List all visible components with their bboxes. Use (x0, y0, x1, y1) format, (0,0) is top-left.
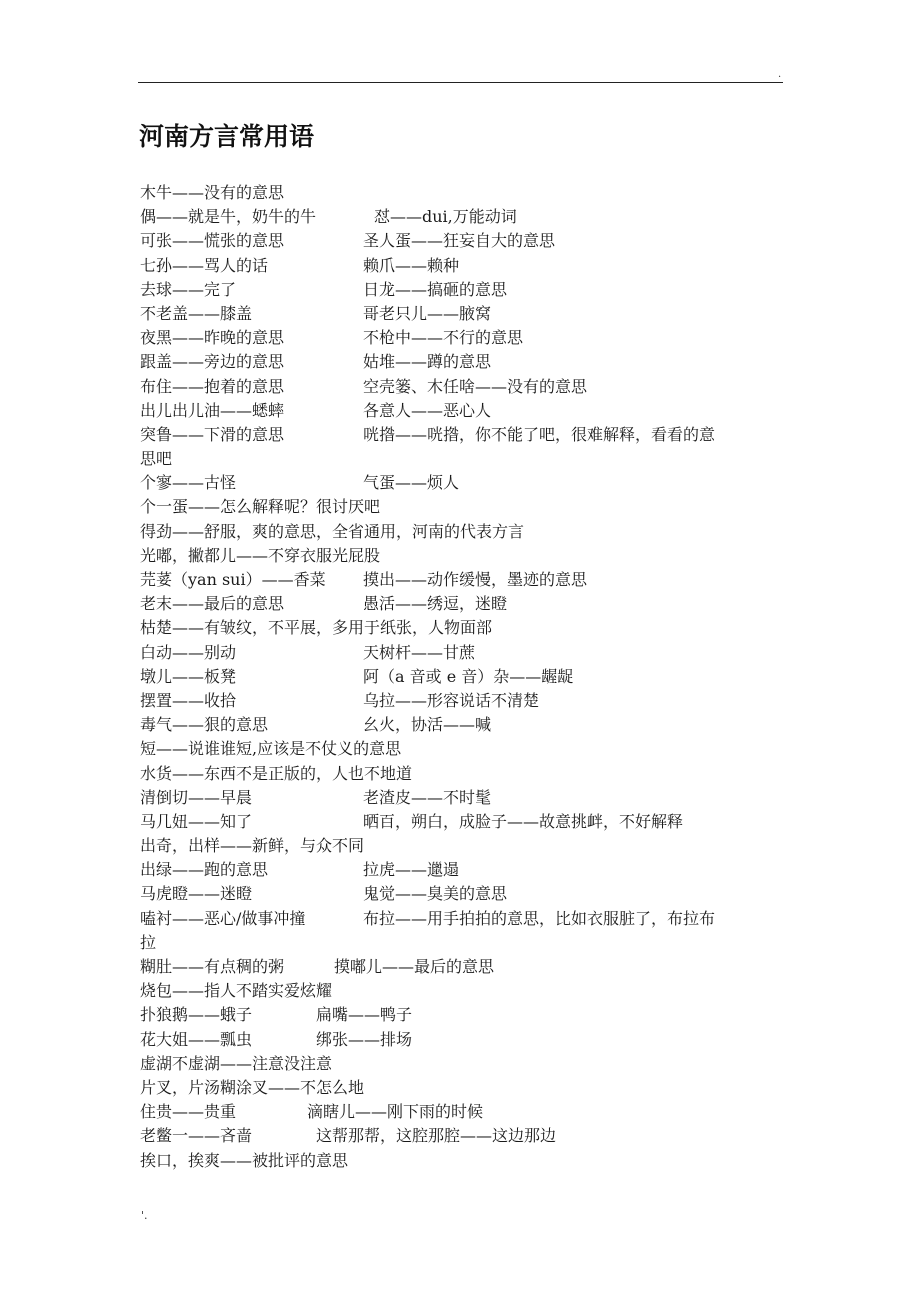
list-line (140, 616, 780, 640)
footer-marker: '. (141, 1209, 148, 1222)
term-entry: 圣人蛋——狂妄自大的意思 (363, 231, 556, 251)
term-entry: 突鲁——下滑的意思 (140, 424, 285, 444)
term-entry: 滴瞎儿——刚下雨的时候 (307, 1102, 484, 1122)
list-line (140, 229, 780, 253)
term-entry: 姑堆——蹲的意思 (363, 352, 492, 372)
term-entry: 咣揝——咣揝，你不能了吧，很难解释，看看的意 (363, 424, 716, 444)
term-entry: 墩儿——板凳 (140, 666, 237, 686)
term-entry: 得劲——舒服，爽的意思，全省通用，河南的代表方言 (140, 521, 525, 541)
list-line (140, 858, 780, 882)
header-marker: . (778, 69, 782, 80)
term-entry: 出绿——跑的意思 (140, 860, 269, 880)
term-entry: 鬼觉——臭美的意思 (363, 884, 508, 904)
term-entry: 老末——最后的意思 (140, 594, 285, 614)
term-entry: 芫荽（yan sui）——香菜 (140, 570, 326, 589)
list-line (140, 471, 780, 495)
list-line (140, 254, 780, 278)
term-entry: 糊肚——有点稠的粥 (140, 957, 285, 976)
term-entry: 老渣皮——不时髦 (363, 787, 492, 807)
term-entry: 绑张——排场 (316, 1029, 413, 1049)
header-rule (138, 82, 783, 83)
list-line (140, 834, 780, 858)
list-line (140, 350, 780, 374)
term-entry: 毒气——狠的意思 (140, 715, 269, 735)
list-line (140, 326, 780, 350)
list-line (140, 665, 780, 689)
list-line (140, 205, 780, 229)
list-line-wrap (140, 931, 780, 955)
term-entry: 个一蛋——怎么解释呢？很讨厌吧 (140, 497, 381, 517)
list-line (140, 592, 780, 616)
term-entry-continued: 拉 (140, 932, 157, 952)
term-entry: 枯楚——有皱纹，不平展，多用于纸张，人物面部 (140, 618, 493, 638)
list-line (140, 882, 780, 906)
term-entry: 夜黑——昨晚的意思 (140, 328, 285, 348)
term-entry: 清倒切——早晨 (140, 787, 253, 807)
list-line (140, 520, 780, 544)
term-entry: 老鳖一——吝啬 (140, 1126, 253, 1146)
term-entry: 赖爪——赖种 (363, 255, 460, 275)
term-entry: 摸嘟儿——最后的意思 (334, 957, 495, 976)
term-entry: 七孙——骂人的话 (140, 255, 269, 275)
term-entry: 出儿出儿油——蟋蟀 (140, 400, 285, 420)
list-line (140, 1149, 780, 1173)
term-entry: 气蛋——烦人 (363, 473, 460, 493)
term-entry: 片叉，片汤糊涂叉——不怎么地 (140, 1077, 365, 1097)
term-entry: 可张——慌张的意思 (140, 231, 285, 251)
term-entry: 乌拉——形容说话不清楚 (363, 690, 540, 710)
list-line (140, 1124, 780, 1148)
list-line (140, 955, 780, 979)
list-line (140, 713, 780, 737)
term-entry: 晒百，朔白，成脸子——故意挑衅，不好解释 (363, 811, 684, 831)
term-entry-continued: 思吧 (140, 449, 173, 469)
list-line (140, 810, 780, 834)
term-entry: 扑狼鹅——蛾子 (140, 1005, 253, 1025)
term-entry: 天树杆——甘蔗 (363, 642, 476, 662)
term-entry: 布拉——用手拍拍的意思，比如衣服脏了，布拉布 (363, 908, 716, 928)
list-line (140, 1028, 780, 1052)
list-line-wrap (140, 447, 780, 471)
list-line (140, 979, 780, 1003)
term-entry: 烧包——指人不踏实爱炫耀 (140, 981, 333, 1001)
list-line (140, 568, 780, 592)
term-entry: 跟盖——旁边的意思 (140, 352, 285, 372)
list-line (140, 375, 780, 399)
list-line (140, 907, 780, 931)
list-line (140, 762, 780, 786)
list-line (140, 278, 780, 302)
list-line (140, 181, 780, 205)
term-entry: 短——说谁谁短,应该是不仗义的意思 (140, 739, 402, 759)
term-entry: 马虎瞪——迷瞪 (140, 884, 253, 904)
term-entry: 日龙——搞砸的意思 (363, 279, 508, 299)
term-entry: 出奇，出样——新鲜，与众不同 (140, 836, 365, 856)
term-entry: 花大姐——瓢虫 (140, 1029, 253, 1049)
term-entry: 愚活——绣逗，迷瞪 (363, 594, 508, 614)
list-line (140, 786, 780, 810)
term-entry: 马几妞——知了 (140, 811, 253, 831)
term-entry: 拉虎——邋遢 (363, 860, 460, 880)
term-entry: 各意人——恶心人 (363, 400, 492, 420)
term-entry: 水货——东西不是正版的，人也不地道 (140, 763, 413, 783)
term-entry: 空壳篓、木任啥——没有的意思 (363, 376, 588, 396)
list-line (140, 302, 780, 326)
term-entry: 去球——完了 (140, 279, 237, 299)
list-line (140, 399, 780, 423)
term-entry: 哥老只儿——腋窝 (363, 303, 492, 323)
term-entry: 光嘟，撇都儿——不穿衣服光屁股 (140, 545, 381, 565)
term-entry: 幺火，协活——喊 (363, 715, 492, 735)
term-entry: 白动——别动 (140, 642, 237, 662)
list-line (140, 1003, 780, 1027)
term-entry: 不老盖——膝盖 (140, 303, 253, 323)
list-line (140, 641, 780, 665)
list-line (140, 423, 780, 447)
term-entry: 虚湖不虚湖——注意没注意 (140, 1053, 333, 1073)
list-line (140, 495, 780, 519)
list-line (140, 1052, 780, 1076)
page-title: 河南方言常用语 (139, 122, 315, 151)
list-line (140, 1076, 780, 1100)
term-entry: 这帮那帮，这腔那腔——这边那边 (316, 1126, 557, 1146)
term-entry: 住贵——贵重 (140, 1102, 237, 1122)
term-entry: 木牛——没有的意思 (140, 183, 285, 202)
list-line (140, 1100, 780, 1124)
list-line (140, 544, 780, 568)
term-entry: 个寥——古怪 (140, 473, 237, 493)
term-entry: 不枪中——不行的意思 (363, 328, 524, 348)
term-entry: 扁嘴——鸭子 (316, 1005, 413, 1025)
term-entry: 布住——抱着的意思 (140, 376, 285, 396)
term-entry: 怼——dui,万能动词 (374, 207, 517, 227)
term-entry: 摆置——收拾 (140, 690, 237, 710)
term-entry: 阿（a 音或 e 音）杂——龌龊 (363, 666, 574, 686)
list-line (140, 737, 780, 761)
dialect-list (140, 181, 780, 1173)
term-entry: 挨口，挨爽——被批评的意思 (140, 1150, 349, 1170)
list-line (140, 689, 780, 713)
term-entry: 摸出——动作缓慢，墨迹的意思 (363, 570, 588, 589)
term-entry: 嗑衬——恶心/做事冲撞 (140, 908, 306, 928)
term-entry: 偶——就是牛，奶牛的牛 (140, 207, 317, 227)
